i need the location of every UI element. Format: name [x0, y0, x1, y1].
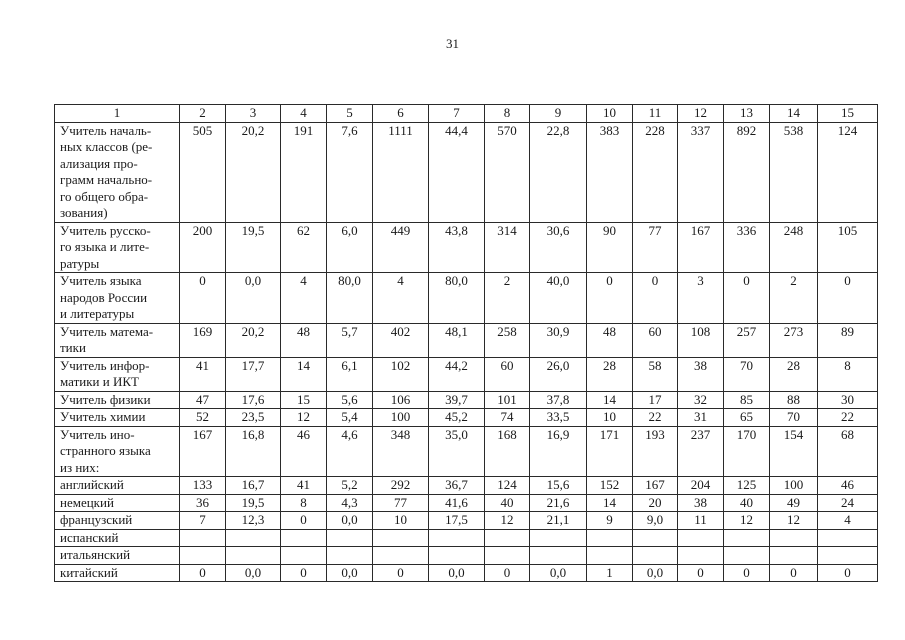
table-cell: 17,6 — [226, 391, 281, 409]
table-cell: 58 — [633, 357, 678, 391]
table-cell: 169 — [180, 323, 226, 357]
row-label — [55, 512, 180, 530]
row-label-line: Учитель русско- — [60, 222, 151, 238]
table-cell — [429, 547, 485, 565]
table-cell — [818, 529, 878, 547]
table-row — [55, 564, 878, 582]
table-cell: 40,0 — [530, 273, 587, 324]
table-cell — [678, 529, 724, 547]
table-cell: 124 — [818, 122, 878, 222]
table-cell: 108 — [678, 323, 724, 357]
table-row — [55, 323, 878, 357]
table-cell: 0 — [818, 273, 878, 324]
column-number-11: 11 — [633, 105, 678, 123]
table-cell: 37,8 — [530, 391, 587, 409]
table-cell: 4 — [818, 512, 878, 530]
table-cell: 19,5 — [226, 222, 281, 273]
table-cell: 44,2 — [429, 357, 485, 391]
table-cell: 292 — [373, 477, 429, 495]
table-row — [55, 547, 878, 565]
table-cell: 4,6 — [327, 426, 373, 477]
table-cell: 337 — [678, 122, 724, 222]
table-cell: 5,4 — [327, 409, 373, 427]
table-cell: 1 — [587, 564, 633, 582]
table-cell: 228 — [633, 122, 678, 222]
row-label — [55, 409, 180, 427]
page-number: 31 — [446, 36, 459, 51]
row-label-line: немецкий — [60, 494, 114, 510]
table-cell: 168 — [485, 426, 530, 477]
table-cell: 74 — [485, 409, 530, 427]
table-cell — [633, 529, 678, 547]
table-cell: 47 — [180, 391, 226, 409]
column-number-12: 12 — [678, 105, 724, 123]
table-row — [55, 357, 878, 391]
table-cell: 12 — [281, 409, 327, 427]
table-cell: 171 — [587, 426, 633, 477]
table-cell — [633, 547, 678, 565]
row-label — [55, 494, 180, 512]
table-cell: 258 — [485, 323, 530, 357]
table-cell: 90 — [587, 222, 633, 273]
row-label — [55, 222, 180, 273]
column-number-10: 10 — [587, 105, 633, 123]
table-cell: 3 — [678, 273, 724, 324]
row-label-line: Учитель ино- — [60, 426, 135, 442]
table-cell: 0 — [770, 564, 818, 582]
row-label-line: испанский — [60, 529, 119, 545]
table-cell: 48 — [281, 323, 327, 357]
row-label-line: из них: — [60, 459, 100, 475]
table-cell: 14 — [281, 357, 327, 391]
table-cell: 0,0 — [633, 564, 678, 582]
table-cell — [226, 529, 281, 547]
table-cell: 100 — [373, 409, 429, 427]
table-row — [55, 122, 878, 222]
table-cell: 31 — [678, 409, 724, 427]
table-cell: 36 — [180, 494, 226, 512]
table-cell: 30 — [818, 391, 878, 409]
table-cell: 2 — [485, 273, 530, 324]
row-label-line: народов России — [60, 289, 148, 305]
row-label-line: Учитель языка — [60, 273, 142, 288]
row-label-line: матики и ИКТ — [60, 374, 139, 389]
table-cell — [678, 547, 724, 565]
table-cell: 6,1 — [327, 357, 373, 391]
table-cell: 14 — [587, 391, 633, 409]
table-cell — [485, 529, 530, 547]
table-cell: 8 — [818, 357, 878, 391]
table-cell: 170 — [724, 426, 770, 477]
column-number-2: 2 — [180, 105, 226, 123]
table-cell: 36,7 — [429, 477, 485, 495]
row-label-line: Учитель началь- — [60, 122, 152, 138]
table-cell: 449 — [373, 222, 429, 273]
table-cell: 0 — [678, 564, 724, 582]
table-cell — [770, 547, 818, 565]
table-cell: 237 — [678, 426, 724, 477]
table-cell: 10 — [373, 512, 429, 530]
column-number-8: 8 — [485, 105, 530, 123]
table-cell: 4 — [281, 273, 327, 324]
table-cell — [429, 529, 485, 547]
table-cell: 257 — [724, 323, 770, 357]
row-label-line: ратуры — [60, 255, 100, 271]
table-cell: 20 — [633, 494, 678, 512]
table-cell — [327, 529, 373, 547]
table-cell: 70 — [724, 357, 770, 391]
table-cell — [530, 547, 587, 565]
table-cell: 167 — [678, 222, 724, 273]
row-label-line: го языка и лите- — [60, 239, 150, 254]
table-row — [55, 409, 878, 427]
column-number-3: 3 — [226, 105, 281, 123]
row-label-line: ализация про- — [60, 155, 138, 171]
table-cell: 402 — [373, 323, 429, 357]
table-cell: 0 — [724, 273, 770, 324]
table-cell — [281, 529, 327, 547]
row-label — [55, 357, 180, 391]
table-cell — [770, 529, 818, 547]
table-row — [55, 477, 878, 495]
table-cell: 11 — [678, 512, 724, 530]
row-label — [55, 122, 180, 222]
table-row — [55, 222, 878, 273]
table-cell: 105 — [818, 222, 878, 273]
table-cell: 17,5 — [429, 512, 485, 530]
table-row — [55, 529, 878, 547]
statistics-table — [54, 104, 878, 582]
table-cell: 41,6 — [429, 494, 485, 512]
table-cell: 40 — [724, 494, 770, 512]
table-cell: 101 — [485, 391, 530, 409]
row-label — [55, 273, 180, 324]
table-cell: 124 — [485, 477, 530, 495]
table-cell: 0,0 — [226, 273, 281, 324]
table-cell: 24 — [818, 494, 878, 512]
table-cell: 273 — [770, 323, 818, 357]
row-label — [55, 477, 180, 495]
table-cell: 21,1 — [530, 512, 587, 530]
column-number-14: 14 — [770, 105, 818, 123]
table-cell — [281, 547, 327, 565]
table-cell: 193 — [633, 426, 678, 477]
row-label-line: Учитель инфор- — [60, 357, 150, 373]
table-cell: 68 — [818, 426, 878, 477]
table-cell: 80,0 — [429, 273, 485, 324]
column-number-15: 15 — [818, 105, 878, 123]
table-cell — [485, 547, 530, 565]
table-cell — [587, 547, 633, 565]
table-cell: 19,5 — [226, 494, 281, 512]
table-cell: 4 — [373, 273, 429, 324]
table-cell: 89 — [818, 323, 878, 357]
table-cell: 9 — [587, 512, 633, 530]
row-label-line: грамм начально- — [60, 172, 153, 187]
table-cell: 336 — [724, 222, 770, 273]
table-cell: 100 — [770, 477, 818, 495]
table-cell: 538 — [770, 122, 818, 222]
table-cell: 5,6 — [327, 391, 373, 409]
table-cell — [724, 529, 770, 547]
table-cell: 20,2 — [226, 323, 281, 357]
table-cell: 32 — [678, 391, 724, 409]
row-label-line: английский — [60, 477, 124, 492]
table-cell — [818, 547, 878, 565]
table-cell: 15 — [281, 391, 327, 409]
table-cell: 77 — [633, 222, 678, 273]
table-cell: 5,7 — [327, 323, 373, 357]
row-label-line: и литературы — [60, 306, 135, 321]
row-label-line: итальянский — [60, 547, 131, 562]
table-cell: 570 — [485, 122, 530, 222]
table-row — [55, 391, 878, 409]
table-cell: 38 — [678, 494, 724, 512]
table-cell — [587, 529, 633, 547]
table-cell: 10 — [587, 409, 633, 427]
table-cell: 22 — [818, 409, 878, 427]
row-label-line: зования) — [60, 205, 108, 220]
table-cell: 0 — [180, 564, 226, 582]
table-cell: 45,2 — [429, 409, 485, 427]
table-cell: 167 — [180, 426, 226, 477]
table-cell: 2 — [770, 273, 818, 324]
table-cell: 48,1 — [429, 323, 485, 357]
table-cell — [373, 547, 429, 565]
table-cell: 106 — [373, 391, 429, 409]
table-cell: 1111 — [373, 122, 429, 222]
table-cell: 9,0 — [633, 512, 678, 530]
row-label-line: Учитель матема- — [60, 323, 154, 339]
table-cell: 30,6 — [530, 222, 587, 273]
table-cell: 7,6 — [327, 122, 373, 222]
table-cell: 60 — [633, 323, 678, 357]
table-row — [55, 426, 878, 477]
table-cell: 16,8 — [226, 426, 281, 477]
row-label-line: французский — [60, 512, 133, 527]
column-number-13: 13 — [724, 105, 770, 123]
table-cell: 12,3 — [226, 512, 281, 530]
column-number-6: 6 — [373, 105, 429, 123]
table-cell: 191 — [281, 122, 327, 222]
table-cell — [226, 547, 281, 565]
table-cell: 0 — [818, 564, 878, 582]
table-cell: 33,5 — [530, 409, 587, 427]
row-label-line: Учитель физики — [60, 391, 151, 407]
table-cell — [180, 529, 226, 547]
table-cell: 0,0 — [327, 564, 373, 582]
table-cell: 0,0 — [327, 512, 373, 530]
row-label — [55, 426, 180, 477]
column-number-1: 1 — [55, 105, 180, 123]
row-label-line: тики — [60, 340, 86, 355]
table-cell: 60 — [485, 357, 530, 391]
table-cell: 85 — [724, 391, 770, 409]
row-label — [55, 547, 180, 565]
table-cell: 12 — [485, 512, 530, 530]
table-cell: 5,2 — [327, 477, 373, 495]
table-cell: 12 — [724, 512, 770, 530]
table-cell: 0 — [180, 273, 226, 324]
row-label — [55, 391, 180, 409]
table-cell: 41 — [281, 477, 327, 495]
table-cell: 62 — [281, 222, 327, 273]
table-cell: 41 — [180, 357, 226, 391]
table-cell: 70 — [770, 409, 818, 427]
table-cell: 35,0 — [429, 426, 485, 477]
table-cell: 43,8 — [429, 222, 485, 273]
table-cell: 26,0 — [530, 357, 587, 391]
table-cell: 38 — [678, 357, 724, 391]
row-label — [55, 529, 180, 547]
table-row — [55, 494, 878, 512]
table-cell: 102 — [373, 357, 429, 391]
table-cell: 46 — [281, 426, 327, 477]
table-cell: 40 — [485, 494, 530, 512]
table-cell: 125 — [724, 477, 770, 495]
row-label-line: ных классов (ре- — [60, 139, 153, 154]
table-cell: 14 — [587, 494, 633, 512]
row-label-line: странного языка — [60, 443, 151, 458]
table-cell: 7 — [180, 512, 226, 530]
table-cell — [724, 547, 770, 565]
table-cell: 348 — [373, 426, 429, 477]
table-cell: 0 — [633, 273, 678, 324]
column-number-7: 7 — [429, 105, 485, 123]
table-cell: 248 — [770, 222, 818, 273]
table-cell: 22 — [633, 409, 678, 427]
table-cell: 12 — [770, 512, 818, 530]
table-cell: 16,9 — [530, 426, 587, 477]
table-cell: 0 — [587, 273, 633, 324]
table-cell: 0 — [485, 564, 530, 582]
column-number-4: 4 — [281, 105, 327, 123]
table-cell: 49 — [770, 494, 818, 512]
table-cell: 8 — [281, 494, 327, 512]
table-cell: 21,6 — [530, 494, 587, 512]
table-cell: 0,0 — [429, 564, 485, 582]
header-row — [55, 105, 878, 123]
table-cell: 48 — [587, 323, 633, 357]
table-cell: 892 — [724, 122, 770, 222]
table-cell — [327, 547, 373, 565]
row-label-line: го общего обра- — [60, 188, 149, 204]
table-cell: 383 — [587, 122, 633, 222]
row-label — [55, 323, 180, 357]
table-cell: 314 — [485, 222, 530, 273]
table-cell — [530, 529, 587, 547]
table-cell: 22,8 — [530, 122, 587, 222]
table-cell: 20,2 — [226, 122, 281, 222]
table-cell: 80,0 — [327, 273, 373, 324]
table-cell: 204 — [678, 477, 724, 495]
table-cell: 28 — [770, 357, 818, 391]
table-cell: 154 — [770, 426, 818, 477]
table-cell: 0,0 — [226, 564, 281, 582]
table-cell: 152 — [587, 477, 633, 495]
table-cell: 15,6 — [530, 477, 587, 495]
table-cell: 52 — [180, 409, 226, 427]
table-cell: 30,9 — [530, 323, 587, 357]
table-cell: 17,7 — [226, 357, 281, 391]
column-number-5: 5 — [327, 105, 373, 123]
row-label-line: китайский — [60, 564, 118, 580]
table-cell: 88 — [770, 391, 818, 409]
table-cell: 200 — [180, 222, 226, 273]
table-cell: 23,5 — [226, 409, 281, 427]
table-cell: 0 — [724, 564, 770, 582]
row-label — [55, 564, 180, 582]
table-row — [55, 512, 878, 530]
table-cell: 0 — [281, 564, 327, 582]
table-cell: 133 — [180, 477, 226, 495]
column-number-9: 9 — [530, 105, 587, 123]
table-row — [55, 273, 878, 324]
table-cell: 28 — [587, 357, 633, 391]
table-cell: 17 — [633, 391, 678, 409]
table-cell: 4,3 — [327, 494, 373, 512]
row-label-line: Учитель химии — [60, 409, 146, 424]
table-cell: 6,0 — [327, 222, 373, 273]
table-cell: 0,0 — [530, 564, 587, 582]
table-cell: 46 — [818, 477, 878, 495]
table-cell: 77 — [373, 494, 429, 512]
table-cell: 505 — [180, 122, 226, 222]
table-cell: 44,4 — [429, 122, 485, 222]
table-cell — [373, 529, 429, 547]
table-cell: 16,7 — [226, 477, 281, 495]
table-cell: 0 — [281, 512, 327, 530]
table-cell: 0 — [373, 564, 429, 582]
table-cell: 65 — [724, 409, 770, 427]
table-cell: 167 — [633, 477, 678, 495]
table-cell: 39,7 — [429, 391, 485, 409]
table-cell — [180, 547, 226, 565]
